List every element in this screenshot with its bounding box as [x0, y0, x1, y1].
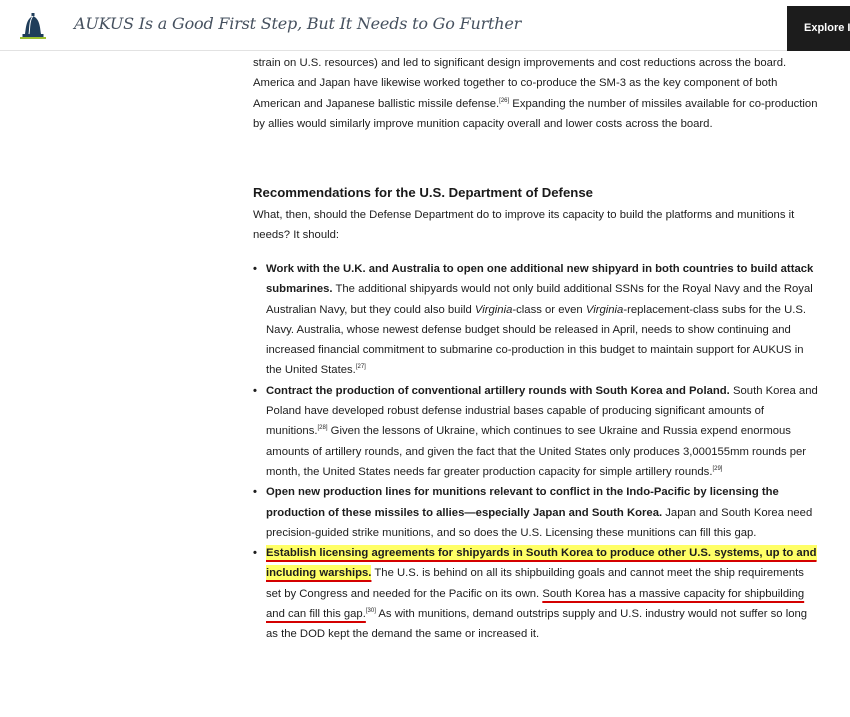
footnote-link-26[interactable]: [26] [499, 97, 510, 104]
list-item [253, 543, 818, 644]
intro-paragraph [253, 53, 818, 134]
footnote-link-28[interactable]: [28] [317, 425, 328, 432]
recommendation-title: Work with the U.K. and Australia to open one additional new shipyard in both countries to build attack submarines. [266, 263, 814, 296]
recommendation-text: South Korea and Poland have developed robust defense industrial bases capable of producing significant amounts of munitions. [266, 384, 818, 438]
recommendation-text: As with munitions, demand outstrips supply and U.S. industry would not suffer so long as the DOD kept the demand the same or increased it. [266, 608, 808, 641]
explore-button[interactable]: Explore I [787, 6, 850, 51]
liberty-bell-icon[interactable] [20, 13, 46, 39]
bullet-icon: • [253, 547, 257, 560]
bullet-icon: • [253, 384, 257, 397]
recommendation-text: -replacement-class subs for the U.S. Navy. Australia, whose newest defense budget should be released in April, needs to show continuing and increased financial commitment to submarine co-production in this budget to maintain support for AUKUS in the United States. [266, 303, 807, 377]
intro-text-continued: Expanding the number of missiles available for co-production by allies would similarly improve munition capacity overall and lower costs across the board. [253, 97, 818, 130]
list-item [253, 259, 818, 381]
section-heading: Recommendations for the U.S. Department of Defense [253, 184, 594, 200]
recommendation-title: Open new production lines for munitions relevant to conflict in the Indo-Pacific by licensing the production of these missiles to allies—especially Japan and South Korea. [266, 486, 779, 519]
recommendation-text: Japan and South Korea need precision-guided strike munitions, and so does the U.S. Licensing these munitions can fill this gap. [266, 506, 813, 539]
list-item [253, 381, 818, 482]
bullet-icon: • [253, 263, 257, 275]
recommendation-title: Contract the production of conventional artillery rounds with South Korea and Poland. [266, 384, 730, 397]
intro-text: strain on U.S. resources) and led to significant design improvements and cost reductions across the board. America and Japan have likewise worked together to co-produce the SM-3 as the key component of both American and Japanese ballistic missile defense. [253, 57, 787, 110]
list-item [253, 482, 818, 543]
underlined-text: South Korea has a massive capacity for shipbuilding and can fill this gap. [266, 587, 805, 621]
bullet-icon: • [253, 486, 257, 499]
page-title[interactable]: AUKUS Is a Good First Step, But It Needs to Go Further [74, 14, 522, 33]
lead-paragraph: What, then, should the Defense Department do to improve its capacity to build the platforms and munitions it needs? It should: [253, 209, 795, 242]
recommendation-text: Given the lessons of Ukraine, which continues to see Ukraine and Russia expend enormous amounts of artillery rounds, and given the fact that the United States only produces 3,000155mm rounds per month, the United States needs far greater production capacity for simple artillery rounds. [266, 425, 807, 478]
footnote-link-30[interactable]: [30] [365, 608, 376, 615]
recommendations-list [253, 259, 818, 645]
recommendation-italic: Virginia [474, 303, 513, 316]
footnote-link-29[interactable]: [29] [712, 465, 723, 472]
site-header [0, 0, 850, 51]
recommendation-text: The U.S. is behind on all its shipbuilding goals and cannot meet the ship requirements set by Congress and needed for the Pacific on its own. [266, 567, 804, 600]
recommendation-text: -class or even [512, 303, 586, 316]
footnote-link-27[interactable]: [27] [355, 364, 366, 371]
recommendation-italic: Virginia [585, 303, 624, 316]
recommendation-text: The additional shipyards would not only build additional SSNs for the Royal Navy and the Royal Australian Navy, but they could also build [266, 283, 813, 316]
highlighted-recommendation-title: Establish licensing agreements for shipyards in South Korea to produce other U.S. systems, up to and including warships. [266, 547, 817, 580]
